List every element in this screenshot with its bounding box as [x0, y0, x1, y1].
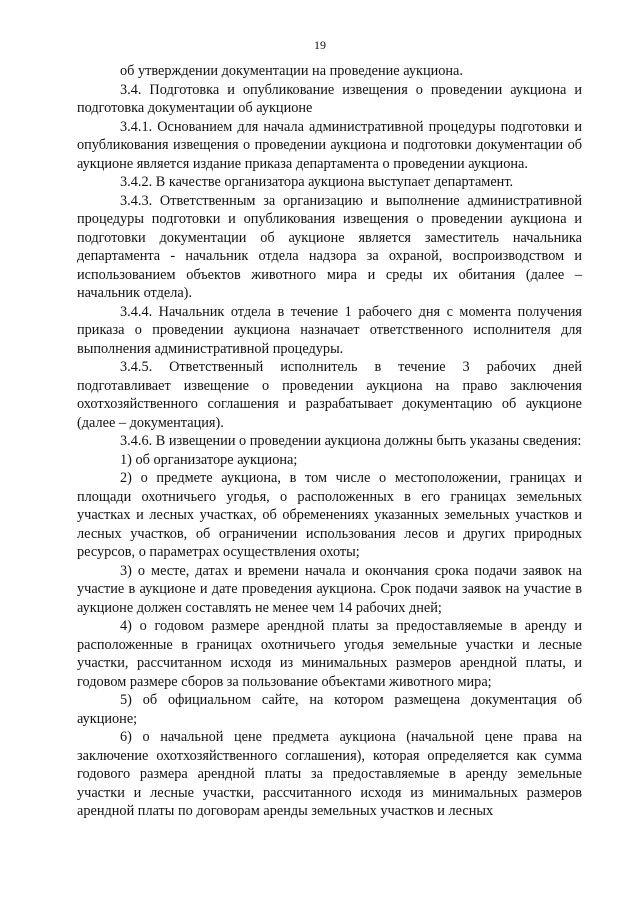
list-item-5: 5) об официальном сайте, на котором размещена документация об аукционе;	[77, 692, 582, 727]
document-body	[77, 62, 582, 821]
paragraph-3-4-2: 3.4.2. В качестве организатора аукциона выступает департамент.	[120, 174, 514, 190]
list-item-2: 2) о предмете аукциона, в том числе о местоположении, границах и площади охотничьего угодья, о расположенных в его границах земельных участках и лесных участках, об обременениях указанных земельных участков и лесных участков, об ограничении использования лесов и других природных ресурсов, о параметрах осуществления охоты;	[77, 470, 582, 560]
paragraph-3-4-6: 3.4.6. В извещении о проведении аукциона должны быть указаны сведения:	[120, 433, 582, 449]
list-item-3: 3) о месте, датах и времени начала и окончания срока подачи заявок на участие в аукционе и дате проведения аукциона. Срок подачи заявок на участие в аукционе должен составлять не менее чем 14 рабочих дней;	[77, 562, 582, 616]
list-item-1: 1) об организаторе аукциона;	[120, 451, 298, 468]
paragraph-3-4-5: 3.4.5. Ответственный исполнитель в течение 3 рабочих дней подготавливает извещение о проведении аукциона на право заключения охотхозяйственного соглашения и разрабатывает документацию об аукционе (далее – документация).	[77, 359, 582, 431]
page-number: 19	[314, 38, 326, 52]
paragraph-3-4-1: 3.4.1. Основанием для начала административной процедуры подготовки и опубликования извещения о проведении аукциона и подготовки документации об аукционе является издание приказа департамента о проведении аукциона.	[77, 118, 582, 172]
paragraph-intro: об утверждении документации на проведение аукциона.	[120, 63, 463, 79]
list-item-4: 4) о годовом размере арендной платы за предоставляемые в аренду и расположенные в границах охотничьего угодья земельные участки и лесные участки, рассчитанном исходя из минимальных размеров арендной платы, и годовом размере сборов за пользование объектами животного мира;	[77, 618, 582, 690]
section-heading-3-4: 3.4. Подготовка и опубликование извещения о проведении аукциона и подготовка документации об аукционе	[77, 81, 582, 116]
list-item-6: 6) о начальной цене предмета аукциона (начальной цене права на заключение охотхозяйственного соглашения), которая определяется как сумма годового размера арендной платы за предоставляемые в аренду земельные участки и лесные участки, рассчитанного исходя из минимальных размеров арендной платы по договорам аренды земельных участков и лесных	[77, 729, 582, 819]
paragraph-3-4-4: 3.4.4. Начальник отдела в течение 1 рабочего дня с момента получения приказа о проведении аукциона назначает ответственного исполнителя для выполнения административной процедуры.	[77, 303, 582, 357]
paragraph-3-4-3: 3.4.3. Ответственным за организацию и выполнение административной процедуры подготовки и опубликования извещения о проведении аукциона и подготовки документации об аукционе является заместитель начальника департамента - начальник отдела надзора за охраной, воспроизводством и использованием объектов животного мира и среды их обитания (далее – начальник отдела).	[77, 192, 582, 301]
